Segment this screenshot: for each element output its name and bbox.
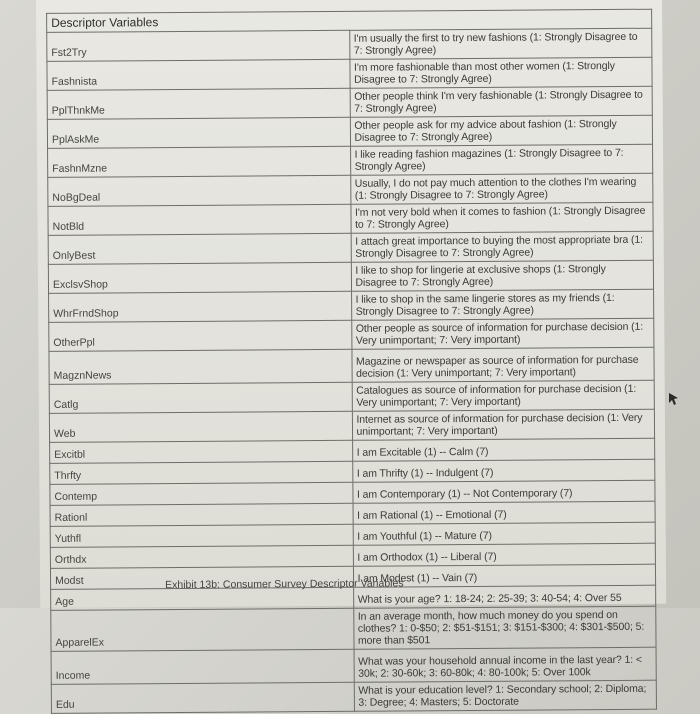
variable-name-cell: Fashnista bbox=[47, 59, 350, 90]
mouse-cursor-icon bbox=[668, 392, 680, 406]
variable-name-cell: Contemp bbox=[50, 482, 353, 505]
table-row bbox=[49, 347, 654, 384]
variable-name-cell: Rationl bbox=[50, 503, 353, 526]
variable-description-cell: Usually, I do not pay much attention to the clothes I'm wearing (1: Strongly Disagree to 7: Strongly Agree) bbox=[350, 173, 653, 204]
variable-name-cell: FashnMzne bbox=[48, 146, 351, 177]
variable-name-cell: Web bbox=[49, 411, 352, 442]
document-page bbox=[36, 0, 666, 711]
table-row bbox=[51, 647, 656, 684]
variable-description-cell: Other people think I'm very fashionable (1: Strongly Disagree to 7: Strongly Agree) bbox=[350, 86, 653, 117]
table-row bbox=[48, 144, 653, 177]
table-title: Descriptor Variables bbox=[47, 9, 652, 32]
variable-name-cell: Yuthfl bbox=[50, 524, 353, 547]
variable-name-cell: Orthdx bbox=[50, 545, 353, 568]
variable-description-cell: I am Contemporary (1) -- Not Contemporary (7) bbox=[352, 480, 655, 503]
table-row bbox=[47, 115, 652, 148]
variable-name-cell: NotBld bbox=[48, 204, 351, 235]
table-row bbox=[49, 380, 654, 413]
variable-description-cell: I'm not very bold when it comes to fashion (1: Strongly Disagree to 7: Strongly Agree) bbox=[350, 202, 653, 233]
variable-description-cell: I like to shop for lingerie at exclusive shops (1: Strongly Disagree to 7: Strongly Agree) bbox=[351, 260, 654, 291]
variable-description-cell: I am Youthful (1) -- Mature (7) bbox=[353, 522, 656, 545]
variable-name-cell: Income bbox=[51, 649, 354, 684]
variable-description-cell: Other people as source of information for purchase decision (1: Very unimportant; 7: Very important) bbox=[351, 318, 654, 349]
variable-name-cell: PplAskMe bbox=[47, 117, 350, 148]
table-row bbox=[48, 231, 653, 264]
variable-description-cell: I attach great importance to buying the most appropriate bra (1: Strongly Disagree to 7: Strongly Agree) bbox=[351, 231, 654, 262]
variable-description-cell: In an average month, how much money do you spend on clothes? 1: 0-$50; 2: $51-$151; 3: $151-$300; 4: $301-$500; 5: more than $501 bbox=[353, 606, 656, 649]
table-row bbox=[51, 680, 656, 713]
variable-description-cell: Other people ask for my advice about fashion (1: Strongly Disagree to 7: Strongly Agree) bbox=[350, 115, 653, 146]
variable-name-cell: NoBgDeal bbox=[48, 175, 351, 206]
variable-name-cell: PplThnkMe bbox=[47, 88, 350, 119]
exhibit-caption: Exhibit 13b: Consumer Survey Descriptor Variables bbox=[165, 577, 404, 592]
variable-name-cell: ExclsvShop bbox=[48, 262, 351, 293]
variable-name-cell: Age bbox=[51, 587, 354, 610]
variable-description-cell: I am Excitable (1) -- Calm (7) bbox=[352, 438, 655, 461]
table-row bbox=[48, 202, 653, 235]
variable-name-cell: Modst bbox=[50, 566, 353, 589]
variable-name-cell: Excitbl bbox=[50, 440, 353, 463]
variable-description-cell: I am Orthodox (1) -- Liberal (7) bbox=[353, 543, 656, 566]
variable-description-cell: I am Thrifty (1) -- Indulgent (7) bbox=[352, 459, 655, 482]
table-row bbox=[47, 28, 652, 61]
variable-description-cell: I'm usually the first to try new fashions (1: Strongly Disagree to 7: Strongly Agree) bbox=[349, 28, 652, 59]
variable-description-cell: I'm more fashionable than most other women (1: Strongly Disagree to 7: Strongly Agree) bbox=[349, 57, 652, 88]
table-row bbox=[49, 409, 654, 442]
variable-name-cell: Edu bbox=[51, 682, 354, 713]
variable-name-cell: OnlyBest bbox=[48, 233, 351, 264]
descriptor-table bbox=[46, 9, 657, 714]
variable-description-cell: What was your household annual income in the last year? 1: < 30k; 2: 30-60k; 3: 60-80k; 4: 80-100k; 5: Over 100k bbox=[354, 647, 657, 682]
table-row bbox=[49, 289, 654, 322]
table-row bbox=[47, 57, 652, 90]
table-row bbox=[47, 86, 652, 119]
table-row bbox=[51, 606, 656, 651]
variable-name-cell: OtherPpl bbox=[49, 320, 352, 351]
table-row bbox=[48, 173, 653, 206]
variable-description-cell: I am Modest (1) -- Vain (7) bbox=[353, 564, 656, 587]
variable-description-cell: Catalogues as source of information for purchase decision (1: Very unimportant; 7: Very important) bbox=[352, 380, 655, 411]
variable-name-cell: Fst2Try bbox=[47, 30, 350, 61]
variable-name-cell: Thrfty bbox=[50, 461, 353, 484]
table-row bbox=[48, 260, 653, 293]
variable-description-cell: Magazine or newspaper as source of information for purchase decision (1: Very unimportant; 7: Very important) bbox=[351, 347, 654, 382]
variable-description-cell: I like reading fashion magazines (1: Strongly Disagree to 7: Strongly Agree) bbox=[350, 144, 653, 175]
table-row bbox=[49, 318, 654, 351]
variable-description-cell: Internet as source of information for purchase decision (1: Very unimportant; 7: Very important) bbox=[352, 409, 655, 440]
variable-name-cell: ApparelEx bbox=[51, 608, 354, 651]
variable-description-cell: What is your age? 1: 18-24; 2: 25-39; 3: 40-54; 4: Over 55 bbox=[353, 585, 656, 608]
variable-description-cell: I am Rational (1) -- Emotional (7) bbox=[353, 501, 656, 524]
variable-description-cell: What is your education level? 1: Secondary school; 2: Diploma; 3: Degree; 4: Masters; 5: Doctorate bbox=[354, 680, 657, 711]
variable-description-cell: I like to shop in the same lingerie stores as my friends (1: Strongly Disagree to 7: Strongly Agree) bbox=[351, 289, 654, 320]
variable-name-cell: WhrFrndShop bbox=[49, 291, 352, 322]
variable-name-cell: MagznNews bbox=[49, 349, 352, 384]
variable-name-cell: Catlg bbox=[49, 382, 352, 413]
